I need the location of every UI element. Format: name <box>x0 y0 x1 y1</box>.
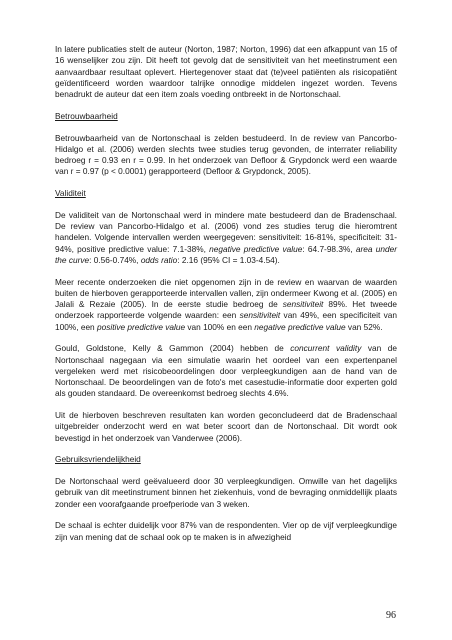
text-span: : 64.7-98.3%, <box>302 243 356 254</box>
italic-term: concurrent validity <box>290 343 362 354</box>
text-span: van 52%. <box>345 321 383 332</box>
italic-term: sensitiviteit <box>239 310 281 321</box>
paragraph-evaluatie: De Nortonschaal werd geëvalueerd door 30 verpleegkundigen. Omwille van het dagelijks gebruik van dit meetinstrument binnen het ziekenhuis, vond de bevraging onmiddellijk plaats zonder een voorafgaande proefperiode van 3 weken. <box>55 476 397 509</box>
heading-gebruiksvriendelijkheid: Gebruiksvriendelijkheid <box>55 454 141 465</box>
text-span: 89%. Het tweede onderzoek rapporteerde volgende waarden: een <box>55 299 397 321</box>
italic-term: odds ratio <box>140 254 178 265</box>
text-span: : 2.16 (95% CI = 1.03-4.54). <box>177 254 280 265</box>
italic-term: negative predictive value <box>254 321 346 332</box>
paragraph-duidelijkheid: De schaal is echter duidelijk voor 87% van de respondenten. Vier op de vijf verpleegkundige zijn van mening dat de schaal ook op te maken is in afwezigheid <box>55 520 397 542</box>
text-span: van de Nortonschaal nagegaan via een simulatie waarin het oordeel van een expertenpanel vergeleken werd met risicobeoordelingen door verpleegkundigen aan de hand van de Nortonschaal. De beoordelingen van de foto's met casestudie-informatie door experten gold als gouden standaard. De overeenkomst bedroeg slechts 4.6%. <box>55 343 398 399</box>
paragraph-conclusie: Uit de hierboven beschreven resultaten kan worden geconcludeerd dat de Bradenschaal uitgebreider onderzocht werd en wat beter scoort dan de Nortonschaal. Dit wordt ook bevestigd in het onderzoek van Vanderwee (2006). <box>55 410 397 443</box>
text-span: De validiteit van de Nortonschaal werd in mindere mate bestudeerd dan de Bradenschaal. De review van Pancorbo-Hidalgo et al. (2006) vond zes studies terug die hieromtrent handelen. Volgende intervallen werden weergegeven: sensitiviteit: 16-81%, specificiteit: 31-94%, positive predictive value: 7.1-38%, <box>55 209 397 254</box>
page-number: 96 <box>386 610 396 621</box>
text-span: : 0.56-0.74%, <box>89 254 141 265</box>
document-page <box>55 44 397 553</box>
heading-validiteit: Validiteit <box>55 188 86 198</box>
heading-betrouwbaarheid: Betrouwbaarheid <box>55 110 118 121</box>
paragraph-betrouwbaarheid: Betrouwbaarheid van de Nortonschaal is zelden bestudeerd. In de review van Pancorbo-Hidalgo et al. (2006) werden slechts twee studies terug gevonden, de interrater reliability bedroeg r = 0.93 en r = 0.99. In het onderzoek van Defloor & Grypdonck werd een waarde van r = 0.97 (p < 0.0001) gerapporteerd (Defloor & Grypdonck, 2005). <box>55 132 397 177</box>
paragraph-validiteit-review <box>55 210 397 266</box>
italic-term: positive predictive value <box>96 321 186 332</box>
paragraph-afkappunt: In latere publicaties stelt de auteur (Norton, 1987; Norton, 1996) dat een afkappunt van 15 of 16 wenselijker zou zijn. Dit heeft tot gevolg dat de sensitiviteit van het meetinstrument een aanvaardbaar resultaat oplevert. Hiertegenover staat dat (te)veel patiënten als risicopatiënt geïdentificeerd worden waardoor talrijke onnodige middelen ingezet worden. Tevens benadrukt de auteur dat een item zoals voeding ontbreekt in de Nortonschaal. <box>55 44 397 99</box>
text-span: van 49%, een specificiteit van 100%, een <box>55 310 397 332</box>
text-span: van 100% en een <box>185 321 255 332</box>
paragraph-recente-onderzoeken <box>55 277 397 333</box>
text-span: Meer recente onderzoeken die niet opgenomen zijn in de review en waarvan de waarden buiten de hierboven gerapporteerde intervallen vallen, zijn ondermeer Kwong et al. (2005) en Jalali & Rezaie (2005). In de eerste studie bedroeg de <box>55 276 397 309</box>
paragraph-concurrent-validity <box>55 343 397 399</box>
text-span: Gould, Goldstone, Kelly & Gammon (2004) hebben de <box>55 343 291 354</box>
italic-term: sensitiviteit <box>282 299 324 309</box>
italic-term: negative predictive value <box>209 243 303 254</box>
italic-term: area under the curve <box>55 243 397 265</box>
